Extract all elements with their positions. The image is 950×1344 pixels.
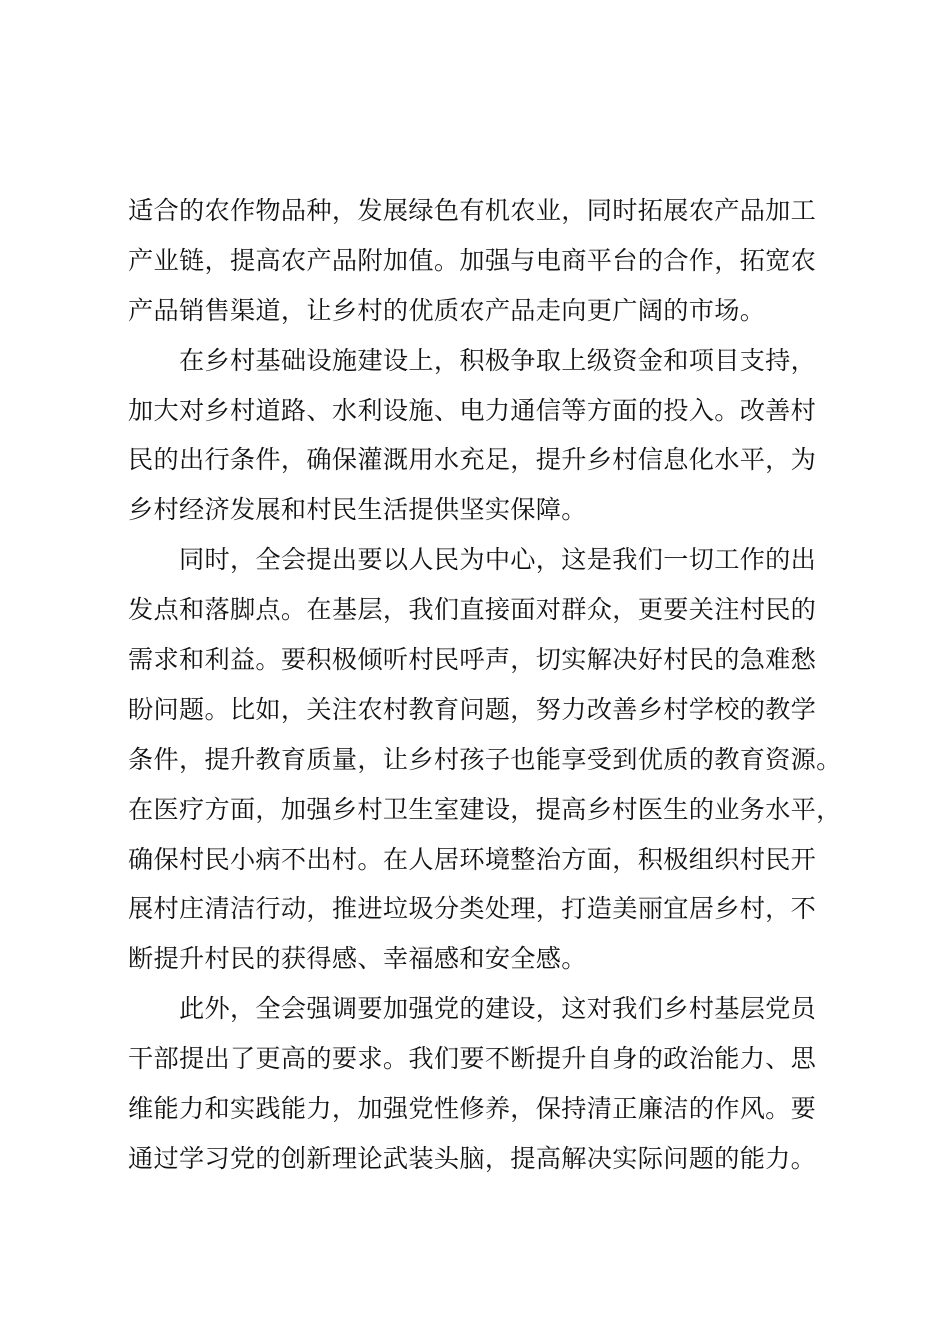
text-line: 民的出行条件，确保灌溉用水充足，提升乡村信息化水平，为 — [128, 445, 817, 475]
text-line: 展村庄清洁行动，推进垃圾分类处理，打造美丽宜居乡村，不 — [128, 894, 817, 924]
text-line: 断提升村民的获得感、幸福感和安全感。 — [128, 944, 587, 974]
text-line: 干部提出了更高的要求。我们要不断提升自身的政治能力、思 — [128, 1044, 817, 1074]
text-line: 适合的农作物品种，发展绿色有机农业，同时拓展农产品加工 — [128, 196, 817, 225]
text-line: 维能力和实践能力，加强党性修养，保持清正廉洁的作风。要 — [128, 1094, 817, 1124]
text-line: 确保村民小病不出村。在人居环境整治方面，积极组织村民开 — [128, 844, 817, 874]
text-line: 需求和利益。要积极倾听村民呼声，切实解决好村民的急难愁 — [128, 645, 817, 675]
text-line: 加大对乡村道路、水利设施、电力通信等方面的投入。改善村 — [128, 395, 817, 425]
text-line: 在医疗方面，加强乡村卫生室建设，提高乡村医生的业务水平， — [128, 794, 842, 824]
body-text — [128, 186, 842, 1184]
text-line: 此外，全会强调要加强党的建设，这对我们乡村基层党员 — [128, 994, 817, 1024]
text-line: 产业链，提高农产品附加值。加强与电商平台的合作，拓宽农 — [128, 245, 817, 275]
text-line: 通过学习党的创新理论武装头脑，提高解决实际问题的能力。 — [128, 1143, 817, 1173]
text-line: 乡村经济发展和村民生活提供坚实保障。 — [128, 495, 587, 525]
text-line: 盼问题。比如，关注农村教育问题，努力改善乡村学校的教学 — [128, 694, 817, 724]
text-line: 在乡村基础设施建设上，积极争取上级资金和项目支持， — [128, 345, 817, 375]
text-line: 同时，全会提出要以人民为中心，这是我们一切工作的出 — [128, 545, 817, 575]
text-line: 发点和落脚点。在基层，我们直接面对群众，更要关注村民的 — [128, 595, 817, 625]
text-line: 产品销售渠道，让乡村的优质农产品走向更广阔的市场。 — [128, 295, 766, 325]
text-line: 条件，提升教育质量，让乡村孩子也能享受到优质的教育资源。 — [128, 744, 842, 774]
